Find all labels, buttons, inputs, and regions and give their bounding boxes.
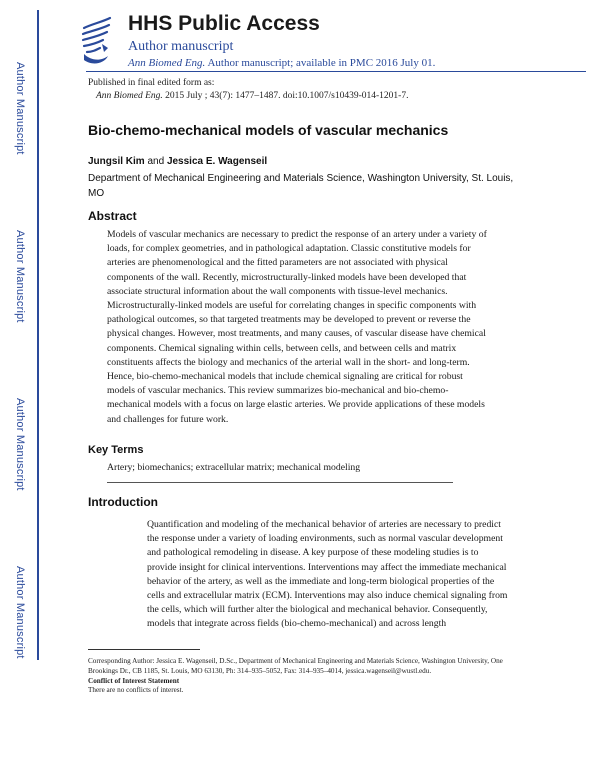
key-terms-heading: Key Terms xyxy=(88,444,144,456)
footnote-rule xyxy=(88,649,200,650)
abstract-text: Models of vascular mechanics are necessary to predict the response of an artery under a variety of loads, for complex geometries, and in pathological adaptation. Classic constitutive models for arteries are phenomenological and the fitted parameters are not associated with physical components of the wall. Recently, microstructurally-linked models have been developed that associate structural information about the wall components with tissue-level mechanics. Microstructurally-linked models are useful for correlating changes in specific components with pathological outcomes, so that targeted treatments may be developed to prevent or reverse the physical changes. However, most treatments, and many causes, of vascular disease have chemical components. Chemical signaling within cells, between cells, and between cells and matrix constituents affects the biology and mechanics of the arterial wall in the short- and long-term. Hence, bio-chemo-mechanical models that include chemical signaling are critical for robust models of vascular mechanics. This review summarizes bio-mechanical and bio-chemo-mechanical models with a focus on large elastic arteries. We provide applications of these models and challenges for future work. xyxy=(107,229,487,425)
coi-heading: Conflict of Interest Statement xyxy=(88,676,180,685)
published-citation xyxy=(88,90,568,103)
side-label-3: Author Manuscript xyxy=(14,398,26,491)
corresponding-author: Corresponding Author: Jessica E. Wagenseil, D.Sc., Department of Mechanical Engineering and Materials Science, Washington University, One Brookings Dr., CB 1185, St. Louis, MO 63130, Ph: 314–935–5052, Fax: 314–935–4014, jessica.wagenseil@wustl.edu. xyxy=(88,657,503,675)
footnotes xyxy=(88,657,508,696)
authors-and: and xyxy=(144,156,167,167)
published-journal: Ann Biomed Eng. xyxy=(96,91,163,101)
published-citation-text: 2015 July ; 43(7): 1477–1487. doi:10.1007/s10439-014-1201-7. xyxy=(162,91,409,101)
side-divider xyxy=(37,10,39,660)
header-rule xyxy=(86,71,586,72)
side-label-2: Author Manuscript xyxy=(14,230,26,323)
introduction-heading: Introduction xyxy=(88,495,158,509)
hhs-eagle-logo xyxy=(78,14,114,68)
author-2: Jessica E. Wagenseil xyxy=(166,156,268,167)
paper-title: Bio-chemo-mechanical models of vascular mechanics xyxy=(88,122,449,138)
header-citation xyxy=(128,57,435,69)
side-label-4: Author Manuscript xyxy=(14,566,26,659)
affiliation: Department of Mechanical Engineering and Materials Science, Washington University, St. Louis, MO xyxy=(88,173,514,199)
abstract-heading: Abstract xyxy=(88,209,137,223)
published-label: Published in final edited form as: xyxy=(88,78,215,88)
published-info xyxy=(88,77,568,103)
key-terms-text: Artery; biomechanics; extracellular matrix; mechanical modeling xyxy=(107,462,361,473)
hhs-title: HHS Public Access xyxy=(128,12,320,35)
author-1: Jungsil Kim xyxy=(88,156,145,167)
coi-text: There are no conflicts of interest. xyxy=(88,686,184,695)
header-journal: Ann Biomed Eng. xyxy=(128,57,206,69)
header xyxy=(78,12,578,72)
author-manuscript-subtitle: Author manuscript xyxy=(128,39,234,54)
authors xyxy=(88,156,267,167)
key-terms-rule xyxy=(107,482,453,483)
introduction-text: Quantification and modeling of the mechanical behavior of arteries are necessary to predict the response under a variety of loading environments, such as normal vascular development and pathological remodeling in disease. A key purpose of these modeling studies is to provide insight for clinical interventions. Interventions may affect the immediate mechanical behavior of the artery, as well as the immediate and long-term biological properties of the cells and extracellular matrix (ECM). Interventions may also induce chemical signaling from the cells, which will further alter the biological and mechanical behavior. Consequently, models that integrate across fields (bio-chemo-mechanical) and across length xyxy=(147,519,508,630)
header-availability: Author manuscript; available in PMC 2016 July 01. xyxy=(205,57,436,69)
side-label-1: Author Manuscript xyxy=(14,62,26,155)
